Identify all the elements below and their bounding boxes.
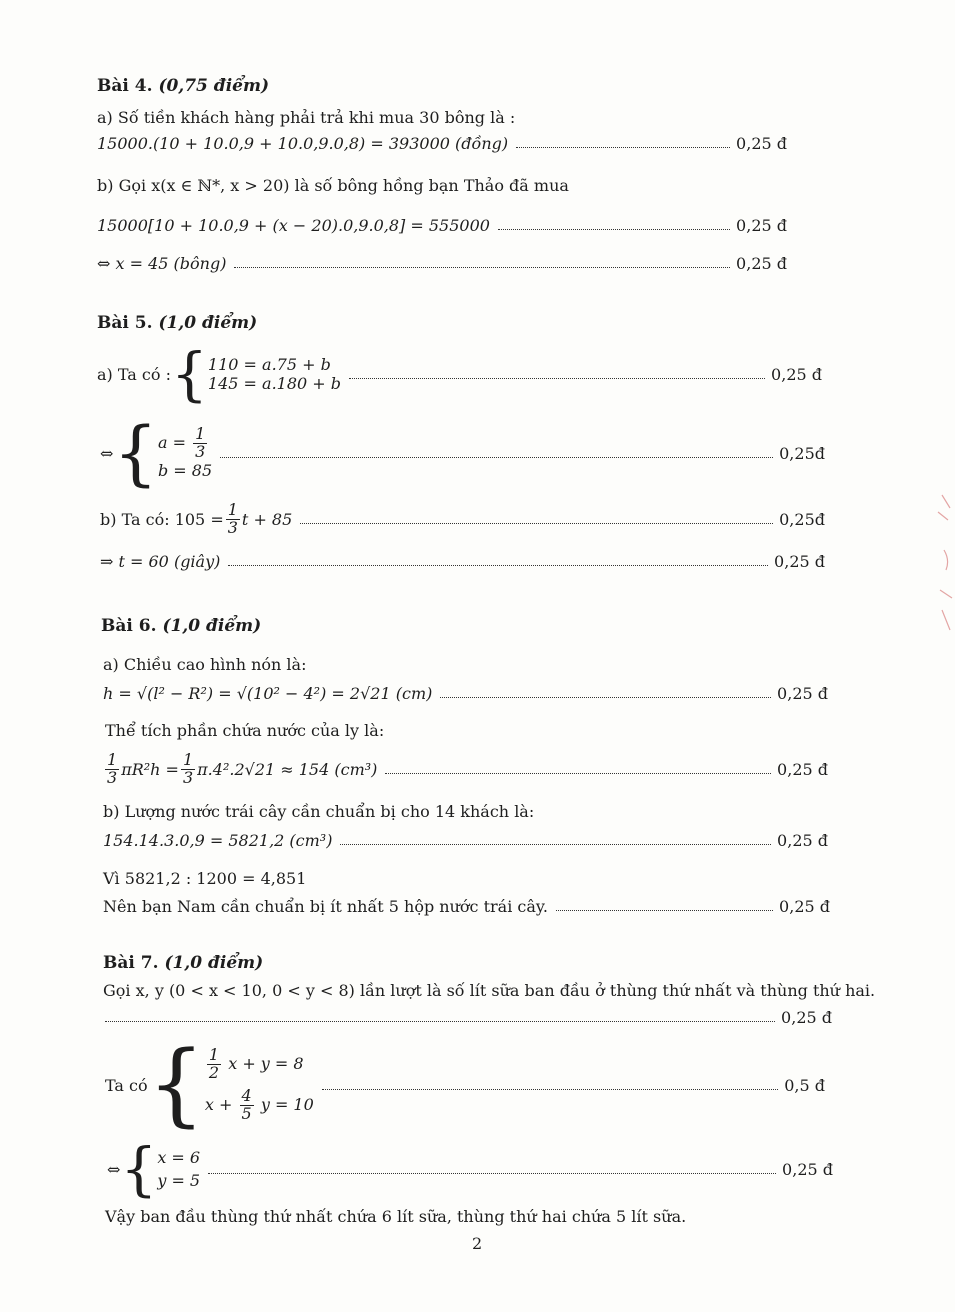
leader-dots xyxy=(300,523,773,524)
leader-dots xyxy=(208,1173,776,1174)
bai7-taco-row xyxy=(105,1032,825,1137)
bai5-a-system xyxy=(171,340,342,408)
fraction: $\frac{1}{3}$ xyxy=(182,750,194,787)
bai6-nen-text: Nên bạn Nam cần chuẩn bị ít nhất 5 hộp nước trái cây. xyxy=(103,897,548,916)
bai7-goi-score: 0,25 đ xyxy=(781,1008,832,1027)
stamp-mark-icon xyxy=(930,490,955,650)
bai5-a-sys-line1: 110 = a.75 + b xyxy=(207,355,331,374)
bai6-v-score: 0,25 đ xyxy=(777,759,828,779)
bai6-v-text: Thể tích phần chứa nước của ly là: xyxy=(105,721,385,740)
bai6-a-text: a) Chiều cao hình nón là: xyxy=(103,655,307,674)
bai5-a-sys-line2: 145 = a.180 + b xyxy=(207,374,342,393)
bai6-b-equation: 154.14.3.0,9 = 5821,2 (cm³) xyxy=(103,831,333,850)
bai5-points: (1,0 điểm) xyxy=(158,313,258,333)
leader-dots xyxy=(105,1021,775,1022)
brace: { xyxy=(147,1032,205,1137)
leader-dots xyxy=(440,697,771,698)
fraction: $\frac{1}{3}$ xyxy=(107,750,118,787)
bai5-b-rest: t + 85 xyxy=(241,509,293,529)
bai7-r1: x = 6 xyxy=(157,1148,201,1167)
leader-dots xyxy=(556,910,773,911)
bai6-v-mid: πR²h = xyxy=(121,759,179,779)
bai7-goi-row xyxy=(105,1008,832,1027)
bai4-title: Bài 4. xyxy=(97,76,153,96)
bai6-heading xyxy=(101,616,261,636)
page-number: 2 xyxy=(472,1234,483,1253)
bai6-b-text: b) Lượng nước trái cây cần chuẩn bị cho 14 khách là: xyxy=(103,802,535,821)
bai7-heading xyxy=(103,953,263,973)
leader-dots xyxy=(228,565,768,566)
bai7-r2: y = 5 xyxy=(157,1171,201,1190)
bai6-v-rest: π.4².2√21 ≈ 154 (cm³) xyxy=(197,759,378,779)
bai4-a-row xyxy=(97,134,787,153)
bai4-b-text: b) Gọi x(x ∈ ℕ*, x > 20) là số bông hồng bạn Thảo đã mua xyxy=(97,176,569,195)
leader-dots xyxy=(385,773,771,774)
bai7-points: (1,0 điểm) xyxy=(164,953,264,973)
bai7-result-row xyxy=(107,1135,833,1203)
bai6-h-equation: h = √(l² − R²) = √(10² − 4²) = 2√21 (cm) xyxy=(103,684,433,703)
brace: { xyxy=(120,1135,158,1203)
bai7-taco-label: Ta có xyxy=(105,1075,148,1095)
leader-dots xyxy=(498,229,730,230)
leader-dots xyxy=(322,1089,778,1090)
bai5-a-score: 0,25 đ xyxy=(771,364,822,384)
bai5-b-prefix: b) Ta có: 105 = xyxy=(100,509,224,529)
bai5-c-score: 0,25 đ xyxy=(774,552,825,571)
bai7-title: Bài 7. xyxy=(103,953,159,973)
bai7-result-system xyxy=(120,1135,201,1203)
bai4-heading xyxy=(97,76,269,96)
bai7-conclusion: Vậy ban đầu thùng thứ nhất chứa 6 lít sữa, thùng thứ hai chứa 5 lít sữa. xyxy=(105,1207,687,1226)
bai6-h-score: 0,25 đ xyxy=(777,684,828,703)
bai4-c-score: 0,25 đ xyxy=(736,254,787,273)
bai5-sol-line1: a = $\frac{1}{3}$ xyxy=(157,424,206,461)
bai5-c-row xyxy=(100,552,825,571)
leader-dots xyxy=(234,267,730,268)
bai4-a-score: 0,25 đ xyxy=(736,134,787,153)
equivalent-symbol: ⇔ xyxy=(107,1159,121,1179)
bai7-system xyxy=(147,1032,314,1137)
bai7-taco-score: 0,5 đ xyxy=(784,1075,825,1095)
bai6-h-row xyxy=(103,684,828,703)
bai7-eq2: x + $\frac{4}{5}$ y = 10 xyxy=(204,1086,314,1123)
leader-dots xyxy=(516,147,730,148)
bai6-points: (1,0 điểm) xyxy=(162,616,262,636)
leader-dots xyxy=(220,457,773,458)
leader-dots xyxy=(340,844,771,845)
bai5-a-prefix: a) Ta có : xyxy=(97,364,171,384)
bai6-b-row xyxy=(103,831,828,850)
bai7-eq1: $\frac{1}{2}$ x + y = 8 xyxy=(208,1045,304,1083)
brace: { xyxy=(171,340,208,408)
leader-dots xyxy=(349,378,765,379)
bai5-b-score: 0,25đ xyxy=(779,509,825,529)
bai6-title: Bài 6. xyxy=(101,616,157,636)
bai6-v-row xyxy=(103,752,828,787)
bai4-c-row xyxy=(97,254,787,273)
bai6-b-score: 0,25 đ xyxy=(777,831,828,850)
equivalent-symbol: ⇔ xyxy=(100,443,114,463)
bai5-title: Bài 5. xyxy=(97,313,153,333)
bai7-goi-text: Gọi x, y (0 < x < 10, 0 < y < 8) lần lượt là số lít sữa ban đầu ở thùng thứ nhất và thùng thứ hai. xyxy=(103,981,876,1000)
bai4-points: (0,75 điểm) xyxy=(158,76,269,96)
bai7-result-score: 0,25 đ xyxy=(782,1159,833,1179)
bai6-nen-score: 0,25 đ xyxy=(779,897,830,916)
bai5-a-row xyxy=(97,340,822,408)
bai5-heading xyxy=(97,313,257,333)
bai5-sol-score: 0,25đ xyxy=(779,443,825,463)
fraction: $\frac{1}{3}$ xyxy=(227,500,238,537)
bai6-nen-row xyxy=(103,897,830,916)
bai5-sol-system xyxy=(113,412,213,494)
bai5-sol-line2: b = 85 xyxy=(157,460,213,480)
bai5-b-row xyxy=(100,502,825,537)
bai4-b-row xyxy=(97,216,787,235)
bai5-sol-row xyxy=(100,412,825,494)
bai4-a-equation: 15000.(10 + 10.0,9 + 10.0,9.0,8) = 393000 (đồng) xyxy=(97,134,509,153)
bai6-vi-text: Vì 5821,2 : 1200 = 4,851 xyxy=(103,869,307,888)
bai4-a-text: a) Số tiền khách hàng phải trả khi mua 30 bông là : xyxy=(97,108,516,127)
bai4-b-equation: 15000[10 + 10.0,9 + (x − 20).0,9.0,8] = 555000 xyxy=(97,216,490,235)
bai4-c-equation: ⇔ x = 45 (bông) xyxy=(97,254,227,273)
bai4-b-score: 0,25 đ xyxy=(736,216,787,235)
brace: { xyxy=(113,412,158,494)
bai5-c-equation: ⇒ t = 60 (giây) xyxy=(100,552,221,571)
